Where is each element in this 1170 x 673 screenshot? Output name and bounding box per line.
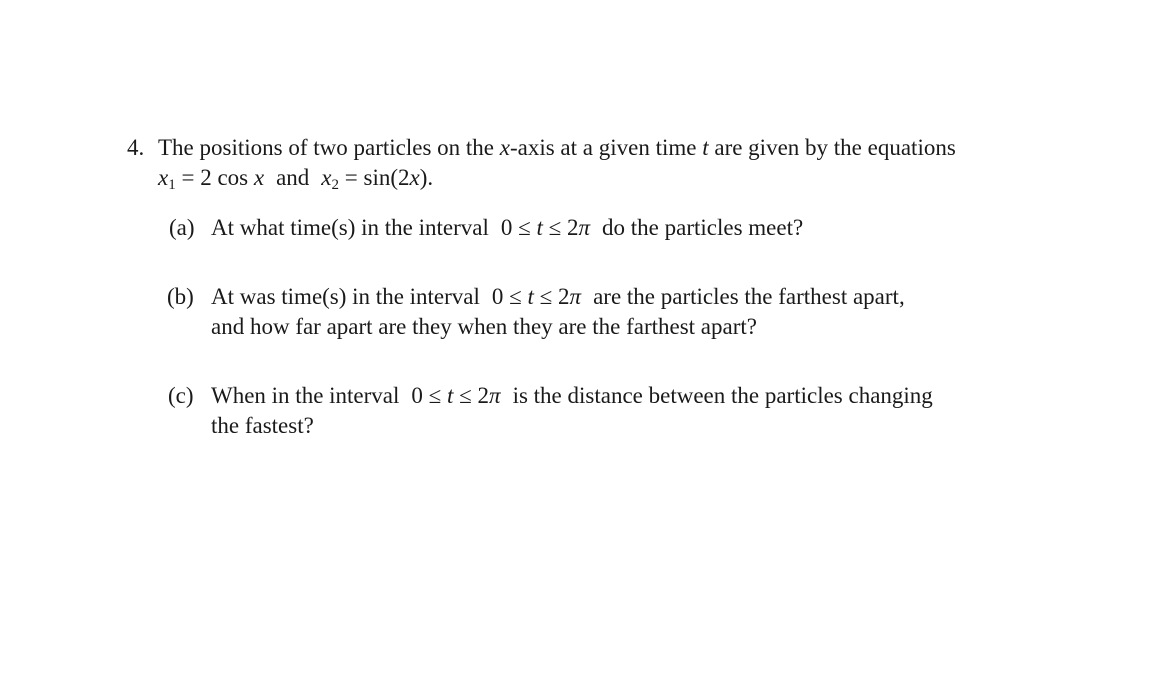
part-b-label: (b) [167,284,194,309]
var-t: t [702,135,709,160]
stem-text: are given by the equations [708,135,956,160]
part-c-interval: 0 ≤ t ≤ 2π [411,383,501,408]
part-c-text-before: When in the interval [211,383,400,408]
part-a-text-after: do the particles meet? [602,215,804,240]
part-b-text-line2: and how far apart are they when they are the farthest apart? [211,314,757,339]
part-b-text-line1 [211,282,905,312]
part-a-label: (a) [169,215,195,240]
problem-stem-line1 [158,133,956,163]
eq1-var: x [158,165,169,190]
part-b-interval: 0 ≤ t ≤ 2π [491,284,582,309]
eq2-rhs-end: ). [419,165,434,190]
problem-number: 4. [127,135,145,160]
and-word: and [276,165,310,190]
problem-stem-equations [158,163,433,193]
eq1-subscript: 1 [168,177,176,193]
part-b-text-before: At was time(s) in the interval [211,284,480,309]
part-c-text-after: is the distance between the particles changing [512,383,933,408]
part-b-text-after: are the particles the farthest apart, [593,284,905,309]
eq1-rhs-var: x [253,165,265,190]
eq2-rhs: = sin(2 [339,165,410,190]
eq1-rhs: = 2 cos [175,165,254,190]
part-a-text-before: At what time(s) in the interval [211,215,489,240]
eq2-var: x [321,165,332,190]
eq2-rhs-var: x [409,165,420,190]
stem-text: The positions of two particles on the [158,135,500,160]
stem-text: -axis at a given time [509,135,703,160]
part-c-label: (c) [168,383,194,408]
part-c-text-line2: the fastest? [211,413,314,438]
eq2-subscript: 2 [331,177,340,193]
part-a-interval: 0 ≤ t ≤ 2π [500,215,591,240]
part-a-text [211,213,803,243]
part-c-text-line1 [211,381,933,411]
var-x: x [499,135,510,160]
